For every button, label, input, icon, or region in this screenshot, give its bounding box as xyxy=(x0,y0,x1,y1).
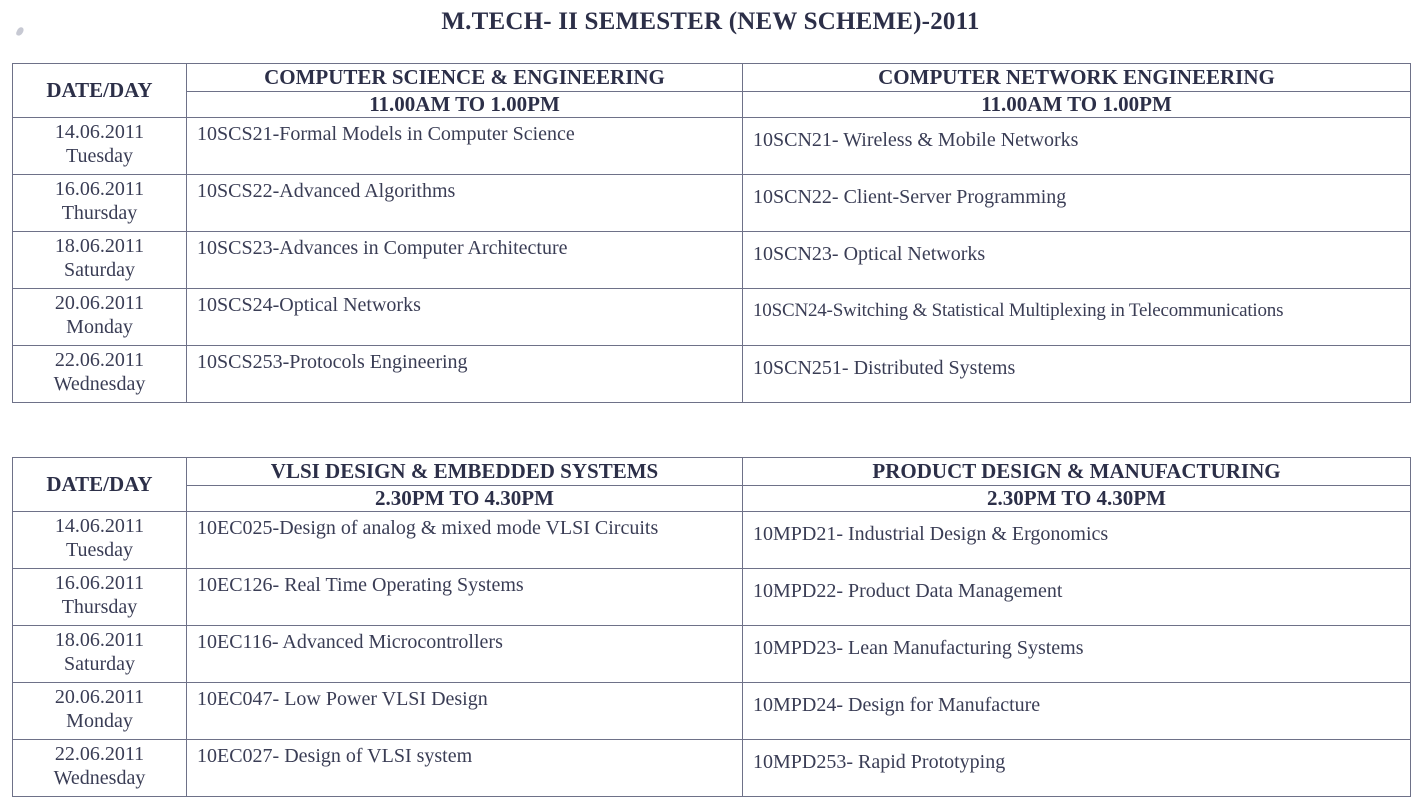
subject-cell-right: 10SCN23- Optical Networks xyxy=(743,232,1411,289)
exam-schedule-table-morning xyxy=(12,63,1411,403)
time-row xyxy=(13,486,1411,512)
subject-cell-left: 10SCS22-Advanced Algorithms xyxy=(187,175,743,232)
date-day-header: DATE/DAY xyxy=(13,458,187,512)
subject-cell-right: 10SCN251- Distributed Systems xyxy=(743,346,1411,403)
exam-day: Tuesday xyxy=(65,145,134,167)
table-row xyxy=(13,289,1411,346)
exam-day: Tuesday xyxy=(65,539,134,561)
time-slot-right: 2.30PM TO 4.30PM xyxy=(743,486,1411,512)
exam-date: 18.06.2011 xyxy=(54,629,145,651)
date-cell xyxy=(13,740,187,797)
exam-day: Wednesday xyxy=(53,767,146,789)
exam-date: 20.06.2011 xyxy=(54,292,145,314)
department-header-left: VLSI DESIGN & EMBEDDED SYSTEMS xyxy=(187,458,743,486)
subject-cell-right: 10MPD22- Product Data Management xyxy=(743,569,1411,626)
date-cell xyxy=(13,512,187,569)
date-cell xyxy=(13,289,187,346)
subject-cell-right: 10SCN22- Client-Server Programming xyxy=(743,175,1411,232)
department-header-left: COMPUTER SCIENCE & ENGINEERING xyxy=(187,64,743,92)
date-cell xyxy=(13,626,187,683)
date-cell xyxy=(13,346,187,403)
table-row xyxy=(13,346,1411,403)
subject-cell-left: 10SCS21-Formal Models in Computer Science xyxy=(187,118,743,175)
table-row xyxy=(13,512,1411,569)
exam-day: Monday xyxy=(66,710,133,732)
exam-date: 16.06.2011 xyxy=(54,572,145,594)
subject-cell-right: 10MPD24- Design for Manufacture xyxy=(743,683,1411,740)
exam-date: 18.06.2011 xyxy=(54,235,145,257)
time-slot-left: 2.30PM TO 4.30PM xyxy=(187,486,743,512)
subject-cell-right: 10MPD23- Lean Manufacturing Systems xyxy=(743,626,1411,683)
date-cell xyxy=(13,569,187,626)
exam-date: 22.06.2011 xyxy=(54,349,145,371)
table-row xyxy=(13,569,1411,626)
subject-cell-right: 10SCN21- Wireless & Mobile Networks xyxy=(743,118,1411,175)
exam-day: Thursday xyxy=(61,202,138,224)
header-row xyxy=(13,64,1411,92)
subject-cell-left: 10SCS24-Optical Networks xyxy=(187,289,743,346)
table-row xyxy=(13,118,1411,175)
subject-cell-left: 10EC126- Real Time Operating Systems xyxy=(187,569,743,626)
table-row xyxy=(13,175,1411,232)
exam-date: 20.06.2011 xyxy=(54,686,145,708)
subject-cell-right: 10SCN24-Switching & Statistical Multiplexing in Telecommunications xyxy=(743,289,1411,346)
subject-cell-left: 10EC027- Design of VLSI system xyxy=(187,740,743,797)
department-header-right: COMPUTER NETWORK ENGINEERING xyxy=(743,64,1411,92)
time-slot-left: 11.00AM TO 1.00PM xyxy=(187,92,743,118)
table-row xyxy=(13,626,1411,683)
exam-day: Monday xyxy=(66,316,133,338)
subject-cell-right: 10MPD21- Industrial Design & Ergonomics xyxy=(743,512,1411,569)
time-slot-right: 11.00AM TO 1.00PM xyxy=(743,92,1411,118)
date-cell xyxy=(13,232,187,289)
subject-cell-left: 10EC116- Advanced Microcontrollers xyxy=(187,626,743,683)
date-cell xyxy=(13,683,187,740)
subject-cell-left: 10EC047- Low Power VLSI Design xyxy=(187,683,743,740)
exam-date: 14.06.2011 xyxy=(54,515,145,537)
date-cell xyxy=(13,175,187,232)
subject-cell-left: 10SCS253-Protocols Engineering xyxy=(187,346,743,403)
department-header-right: PRODUCT DESIGN & MANUFACTURING xyxy=(743,458,1411,486)
exam-date: 14.06.2011 xyxy=(54,121,145,143)
exam-day: Saturday xyxy=(63,653,136,675)
date-day-header: DATE/DAY xyxy=(13,64,187,118)
document-title: M.TECH- II SEMESTER (NEW SCHEME)-2011 xyxy=(441,8,980,35)
exam-day: Thursday xyxy=(61,596,138,618)
exam-date: 22.06.2011 xyxy=(54,743,145,765)
table-row xyxy=(13,740,1411,797)
exam-day: Saturday xyxy=(63,259,136,281)
subject-cell-left: 10EC025-Design of analog & mixed mode VLSI Circuits xyxy=(187,512,743,569)
table-row xyxy=(13,232,1411,289)
table-row xyxy=(13,683,1411,740)
exam-schedule-table-afternoon xyxy=(12,457,1411,797)
subject-cell-right: 10MPD253- Rapid Prototyping xyxy=(743,740,1411,797)
time-row xyxy=(13,92,1411,118)
date-cell xyxy=(13,118,187,175)
exam-date: 16.06.2011 xyxy=(54,178,145,200)
exam-day: Wednesday xyxy=(53,373,146,395)
subject-cell-left: 10SCS23-Advances in Computer Architecture xyxy=(187,232,743,289)
header-row xyxy=(13,458,1411,486)
